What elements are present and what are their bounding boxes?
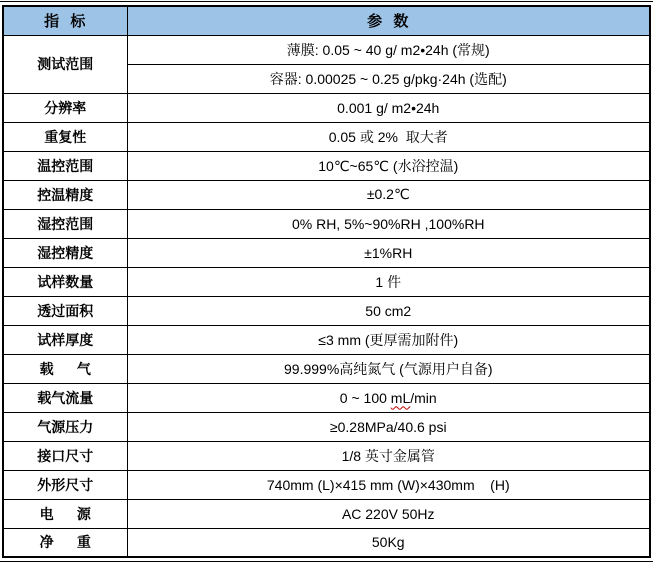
table-row — [3, 267, 650, 296]
table-row — [3, 93, 650, 122]
gas-flow-spellcheck-word: mL — [390, 389, 411, 406]
gas-flow-text-after: /min — [410, 389, 437, 406]
spec-value-temp-accuracy: ±0.2℃ — [127, 180, 650, 209]
spec-value-resolution: 0.001 g/ m2•24h — [127, 93, 650, 122]
header-cell-parameter: 参 数 — [127, 6, 650, 35]
table-row — [3, 122, 650, 151]
table-row — [3, 151, 650, 180]
spec-label-dimensions: 外形尺寸 — [3, 470, 127, 499]
spec-value-carrier-gas: 99.999%高纯氮气 (气源用户自备) — [127, 354, 650, 383]
spec-label-humidity-accuracy: 湿控精度 — [3, 238, 127, 267]
table-row — [3, 499, 650, 528]
spec-label-sample-count: 试样数量 — [3, 267, 127, 296]
spec-label-carrier-gas: 载 气 — [3, 354, 127, 383]
table-row — [3, 209, 650, 238]
table-row — [3, 325, 650, 354]
spec-value-test-range-film: 薄膜: 0.05 ~ 40 g/ m2•24h (常规) — [127, 35, 650, 64]
spec-label-sample-thickness: 试样厚度 — [3, 325, 127, 354]
spec-label-humidity-range: 湿控范围 — [3, 209, 127, 238]
table-row — [3, 412, 650, 441]
spec-label-repeatability: 重复性 — [3, 122, 127, 151]
table-row — [3, 470, 650, 499]
spec-value-gas-pressure: ≥0.28MPa/40.6 psi — [127, 412, 650, 441]
table-header-row — [3, 6, 650, 35]
spec-value-port-size: 1/8 英寸金属管 — [127, 441, 650, 470]
spec-value-temp-range: 10℃~65℃ (水浴控温) — [127, 151, 650, 180]
spec-label-temp-accuracy: 控温精度 — [3, 180, 127, 209]
header-cell-indicator: 指 标 — [3, 6, 127, 35]
spec-value-sample-thickness: ≤3 mm (更厚需加附件) — [127, 325, 650, 354]
table-row — [3, 35, 650, 64]
table-row — [3, 441, 650, 470]
spec-label-permeation-area: 透过面积 — [3, 296, 127, 325]
gas-flow-text-before: 0 ~ 100 — [339, 389, 391, 406]
spec-label-power: 电 源 — [3, 499, 127, 528]
spec-value-power: AC 220V 50Hz — [127, 499, 650, 528]
spec-label-resolution: 分辨率 — [3, 93, 127, 122]
spec-value-humidity-accuracy: ±1%RH — [127, 238, 650, 267]
spec-label-port-size: 接口尺寸 — [3, 441, 127, 470]
table-row — [3, 296, 650, 325]
spec-value-gas-flow — [127, 383, 650, 412]
table-row — [3, 528, 650, 557]
spec-table — [2, 5, 651, 558]
spec-value-test-range-package: 容器: 0.00025 ~ 0.25 g/pkg·24h (选配) — [127, 64, 650, 93]
spec-value-net-weight: 50Kg — [127, 528, 650, 557]
spec-value-repeatability: 0.05 或 2% 取大者 — [127, 122, 650, 151]
table-row — [3, 354, 650, 383]
spec-label-test-range: 测试范围 — [3, 35, 127, 93]
table-row — [3, 180, 650, 209]
spec-label-temp-range: 温控范围 — [3, 151, 127, 180]
table-outer-frame — [0, 1, 653, 562]
spec-value-dimensions: 740mm (L)×415 mm (W)×430mm (H) — [127, 470, 650, 499]
spec-value-sample-count: 1 件 — [127, 267, 650, 296]
spec-label-gas-pressure: 气源压力 — [3, 412, 127, 441]
spec-value-humidity-range: 0% RH, 5%~90%RH ,100%RH — [127, 209, 650, 238]
table-row — [3, 383, 650, 412]
spec-value-permeation-area: 50 cm2 — [127, 296, 650, 325]
spec-label-gas-flow: 载气流量 — [3, 383, 127, 412]
table-row — [3, 238, 650, 267]
spec-label-net-weight: 净 重 — [3, 528, 127, 557]
